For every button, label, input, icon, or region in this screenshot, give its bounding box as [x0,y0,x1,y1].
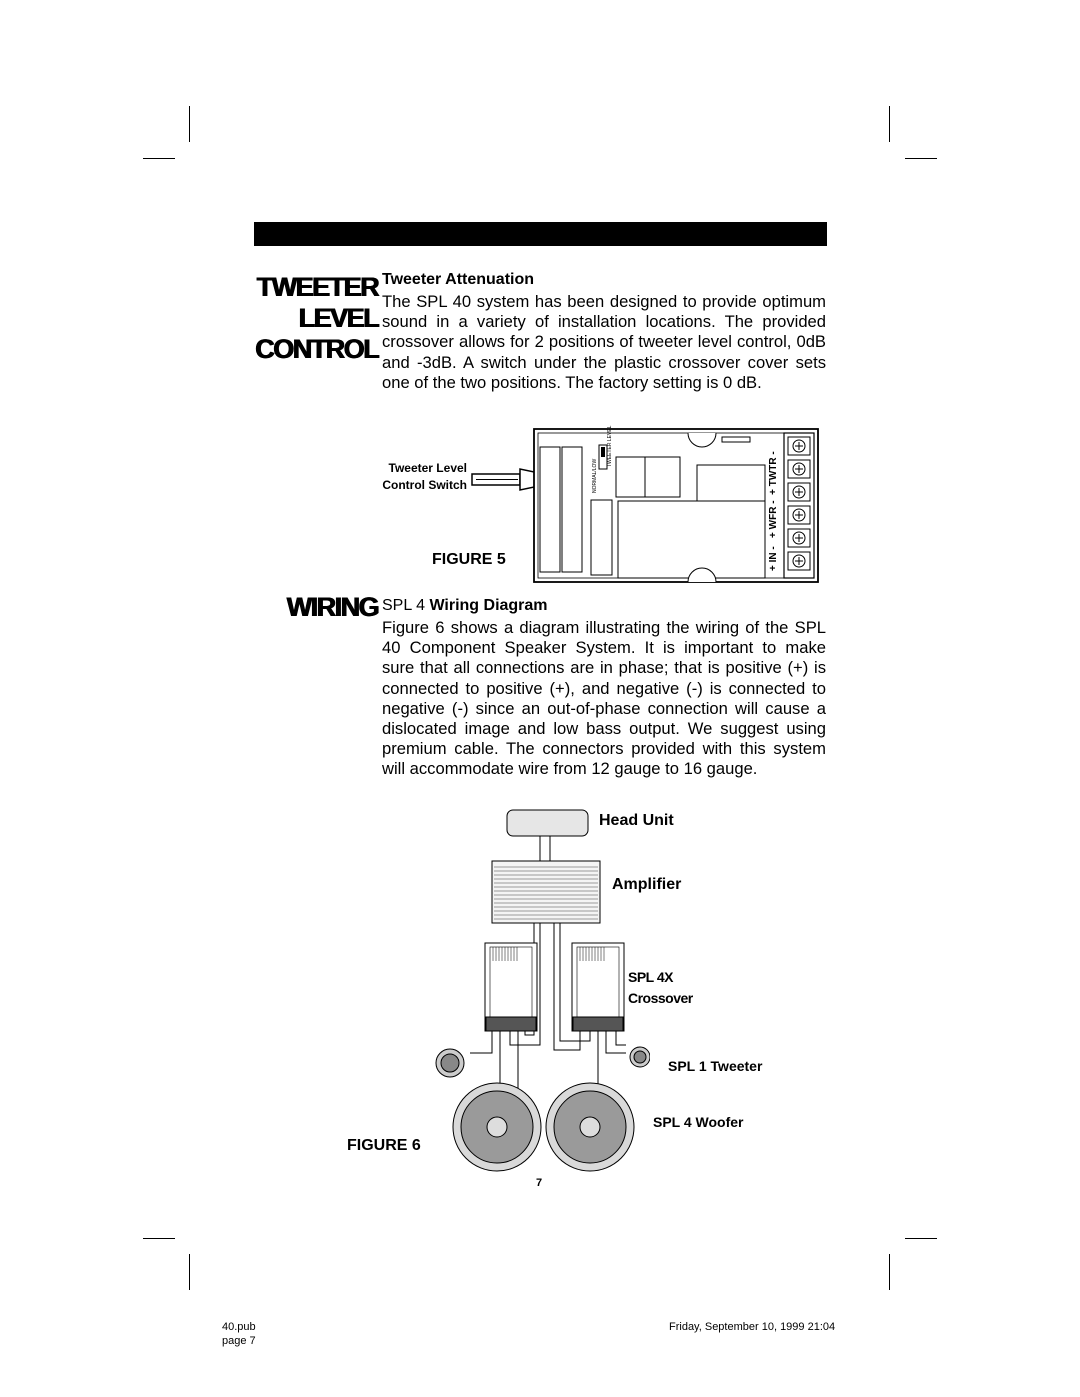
label-crossover-line1: SPL 4X [628,969,673,985]
subheading-wiring-diagram [382,597,548,615]
callout-label-line2: Control Switch [382,478,467,492]
crossover-board-diagram [470,425,822,587]
tweeter-left [436,1049,464,1077]
section-heading-level: LEVEL [298,303,378,333]
woofer-left [453,1083,541,1171]
label-head-unit: Head Unit [599,812,674,829]
footer-timestamp: Friday, September 10, 1999 21:04 [669,1321,836,1333]
figure-6-label: FIGURE 6 [347,1137,421,1154]
crop-mark-bottom-right-vertical [889,1254,890,1290]
switch-label-normal: NORMAL/LOW [592,458,598,493]
tweeter-right [630,1047,650,1067]
label-woofer: SPL 4 Woofer [653,1114,744,1130]
section-heading-tweeter: TWEETER [256,272,378,302]
page-number: 7 [536,1177,543,1189]
footer-file: 40.pub [222,1321,256,1333]
crop-mark-bottom-right-horizontal [905,1238,937,1239]
header-bar [254,222,827,246]
amplifier-box [492,861,600,923]
subheading-prefix: SPL 4 [382,597,430,614]
woofer-right [546,1083,634,1171]
wiring-body-text [382,618,826,780]
crop-mark-top-left-horizontal [143,158,175,159]
crop-mark-top-right-horizontal [905,158,937,159]
crop-mark-bottom-left-vertical [189,1254,190,1290]
label-tweeter: SPL 1 Tweeter [668,1058,763,1074]
callout-label-line1: Tweeter Level [388,461,467,475]
crossover-left [485,943,537,1031]
crossover-right [572,943,624,1031]
section-heading-wiring: WIRING [286,592,378,622]
head-unit-box [507,810,588,836]
figure-5-label: FIGURE 5 [432,551,506,568]
wiring-paragraph: Figure 6 shows a diagram illustrating the wiring of the SPL 40 Component Speaker System. It is important to make sure that all connections are in phase; that is positive (+) is connected to positive (+), and negative (-) is connected to negative (-) since an out-of-phase connection will cause a dislocated image and low bass output. We suggest using premium cable. The connectors provided with this system will accommodate wire from 12 gauge to 16 gauge. [382,618,826,779]
crop-mark-top-right-vertical [889,106,890,142]
tweeter-paragraph: The SPL 40 system has been designed to provide optimum sound in a variety of installation locations. The provided crossover allows for 2 positions of tweeter level control, 0dB and -3dB. A switch under the plastic crossover cover sets one of the two positions. The factory setting is 0 dB. [382,292,826,392]
footer-page: page 7 [222,1335,256,1347]
crop-mark-bottom-left-horizontal [143,1238,175,1239]
switch-label-tweeter: TWEETER LEVEL [607,425,613,467]
label-crossover-line2: Crossover [628,990,693,1006]
label-amplifier: Amplifier [612,876,682,893]
subheading-bold: Wiring Diagram [429,597,548,614]
tweeter-body-text [382,292,826,393]
terminal-labels: + IN - + WFR - + TWTR - [768,451,779,571]
subheading-tweeter-attenuation: Tweeter Attenuation [382,271,535,288]
wiring-diagram [430,805,650,1180]
crop-mark-top-left-vertical [189,106,190,142]
section-heading-control: CONTROL [255,334,378,364]
